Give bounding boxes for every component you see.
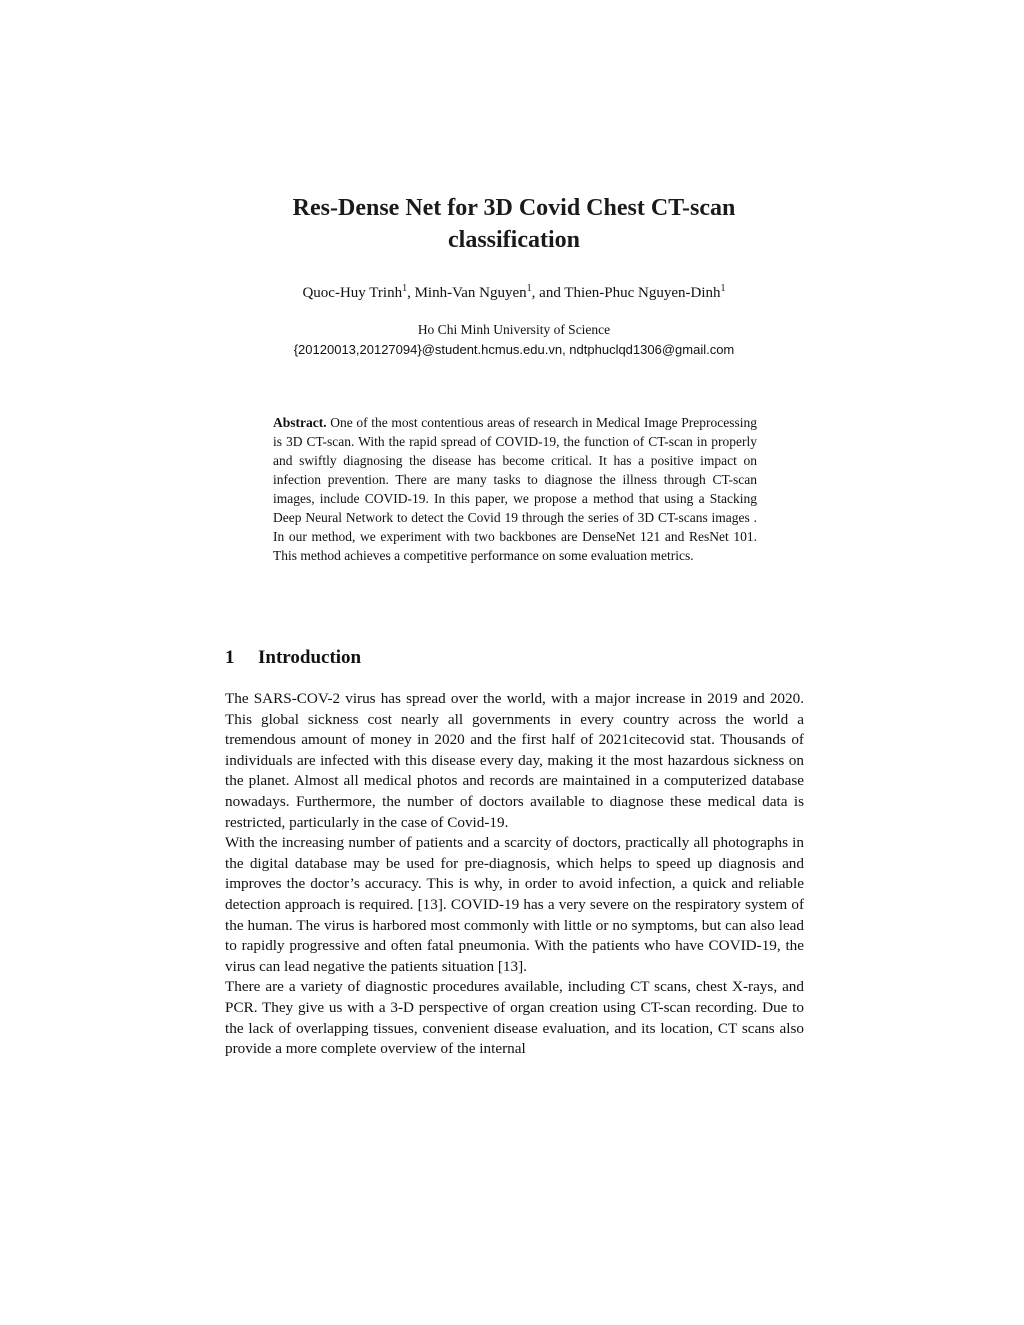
author-name: Minh-Van Nguyen [414,285,527,301]
paper-title: Res-Dense Net for 3D Covid Chest CT-scan classification [292,195,736,253]
author-affiliation-mark: 1 [402,283,408,294]
affiliation: Ho Chi Minh University of Science [417,322,611,337]
paragraph: There are a variety of diagnostic procedures available, including CT scans, chest X-rays, and PCR. They give us with a 3-D perspective of organ creation using CT-scan recording. Due to the lack of overlapping tissues, convenient disease evaluation, and its location, CT scans also provide a more complete overview of the internal [225,978,804,1058]
paragraph: With the increasing number of patients and a scarcity of doctors, practically all photographs in the digital database may be used for pre-diagnosis, which helps to speed up diagnosis and improves the doctor’s accuracy. This is why, in order to avoid infection, a quick and reliable detection approach is required. [13]. COVID-19 has a very severe on the respiratory system of the human. The virus is harbored most commonly with little or no symptoms, but can also lead to rapidly progressive and often fatal pneumonia. With the patients who have COVID-19, the virus can lead negative the patients situation [13]. [225,834,804,975]
paragraph: The SARS-COV-2 virus has spread over the world, with a major increase in 2019 and 2020. This global sickness cost nearly all governments in every country across the world a tremendous amount of money in 2020 and the first half of 2021citecovid stat. Thousands of individuals are infected with this disease every day, making it the most hazardous sickness on the planet. Almost all medical photos and records are maintained in a computerized database nowadays. Furthermore, the number of doctors available to diagnose these medical data is restricted, particularly in the case of Covid-19. [225,690,804,831]
section-number: 1 [225,647,235,668]
author-affiliation-mark: 1 [720,283,726,294]
abstract-label: Abstract. [273,415,327,430]
author-emails: {20120013,20127094}@student.hcmus.edu.vn, ndtphuclqd1306@gmail.com [293,342,735,357]
section-heading [225,646,805,670]
abstract [273,413,757,565]
author-list [224,283,804,303]
abstract-text: One of the most contentious areas of research in Medical Image Preprocessing is 3D CT-scan. With the rapid spread of COVID-19, the function of CT-scan in properly and swiftly diagnosing the disease has become critical. It has a positive impact on infection prevention. There are many tasks to diagnose the illness through CT-scan images, include COVID-19. In this paper, we propose a method that using a Stacking Deep Neural Network to detect the Covid 19 through the series of 3D CT-scans images . In our method, we experiment with two backbones are DenseNet 121 and ResNet 101. This method achieves a competitive performance on some evaluation metrics. [273,415,758,563]
section-title: Introduction [258,647,362,668]
author-name: Quoc-Huy Trinh [302,285,403,301]
author-affiliation-mark: 1 [526,283,532,294]
author-separator: , [407,285,415,301]
author-separator: , and [531,285,565,301]
author-name: Thien-Phuc Nguyen-Dinh [564,285,721,301]
body-text [225,689,804,1060]
